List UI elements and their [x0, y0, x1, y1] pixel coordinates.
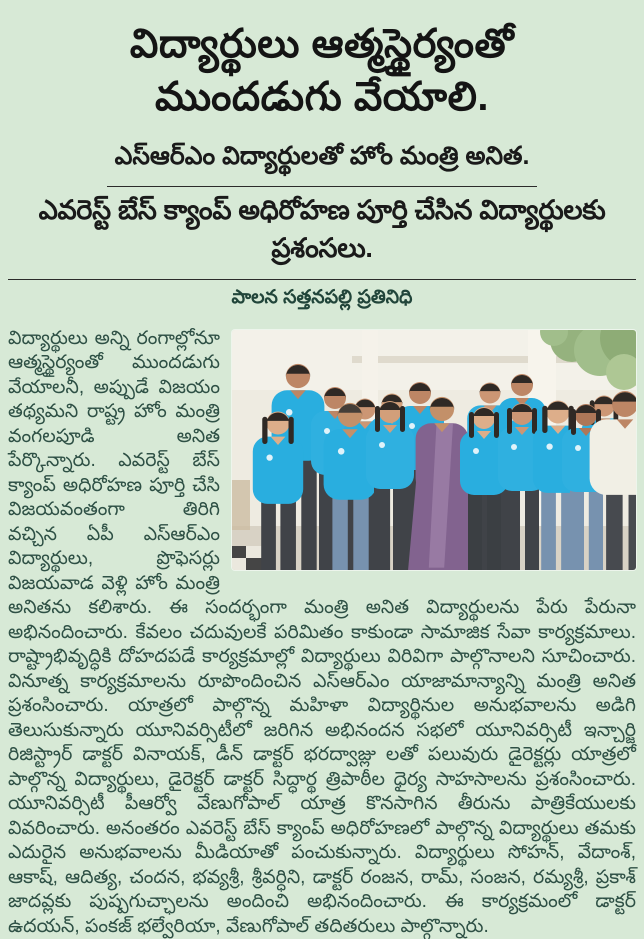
- photo-exposure-overlay: [232, 330, 636, 570]
- article-subheadline-1: ఎస్ఆర్ఎం విద్యార్థులతో హోం మంత్రి అనిత.: [114, 141, 530, 170]
- article-subheadline-2: ఎవరెస్ట్ బేస్ క్యాంప్ అధిరోహణ పూర్తి చేసిన విద్యార్థులకు ప్రశంసలు.: [38, 194, 606, 263]
- divider-rule-1: [107, 186, 537, 187]
- article-body: [8, 327, 636, 939]
- group-photo: [232, 330, 636, 570]
- article-headline: [8, 18, 636, 124]
- headline-line-2: ముందడుగు వేయాలి.: [154, 74, 490, 119]
- article-body-text: విద్యార్థులు అన్ని రంగాల్లోనూ ఆత్మస్థైర్యంతో ముందడుగు వేయాలనీ, అప్పుడే విజయం తథ్యమని రాష్ట్ర హోం మంత్రి వంగలపూడి అనిత పేర్కొన్నారు. ఎవరెస్ట్ బేస్ క్యాంప్ అధిరోహణ పూర్తి చేసి విజయవంతంగా తిరిగి వచ్చిన ఏపీ ఎస్ఆర్ఎం విద్యార్థులు, ప్రొఫెసర్లు విజయవాడ వెళ్లి హోం మంత్రి అనితను కలిశారు. ఈ సందర్భంగా మంత్రి అనిత విద్యార్థులను పేరు పేరునా అభినందించారు. కేవలం చదువులకే పరిమితం కాకుండా సామాజిక సేవా కార్యక్రమాలు. రాష్ట్రాభివృద్ధికి దోహదపడే కార్యక్రమాల్లో విద్యార్థులు విరివిగా పాల్గొనాలని సూచించారు. వినూత్న కార్యక్రమాలను రూపొందించిన ఎస్ఆర్ఎం యాజామాన్యాన్ని మంత్రి అనిత ప్రశంసించారు. యాత్రలో పాల్గొన్న మహిళా విద్యార్థినుల అనుభవాలను అడిగి తెలుసుకున్నారు యూనివర్సిటీలో జరిగిన అభినందన సభలో యూనివర్సిటీ ఇన్చార్జి రిజిస్ట్రార్ డాక్టర్ వినాయక్, డీన్ డాక్టర్ భరద్వాజ్లు లతో పలువురు డైరెక్టర్లు యాత్రలో పాల్గొన్న విద్యార్థులు, డైరెక్టర్ డాక్టర్ సిద్ధార్థ త్రిపాఠీల ధైర్య సాహసాలను ప్రశంసించారు. యూనివర్సిటీ పీఆర్వో వేణుగోపాల్ యాత్ర కొనసాగిన తీరును పాత్రికేయులకు వివరించారు. అనంతరం ఎవరెస్ట్ బేస్ క్యాంప్ అధిరోహణలో పాల్గొన్న విద్యార్థులు తమకు ఎదురైన అనుభవాలను మీడియాతో పంచుకున్నారు. విద్యార్థులు సోహన్, వేదాంశ్, ఆకాష్, ఆదిత్య, చందన, భవ్యశ్రీ, శ్రీవర్ధిని, డాక్టర్ రంజన, రామ్, సంజన, రమ్యశ్రీ, ప్రకాశ్ జాదవ్లకు పుష్పగుచ్ఛాలను అందించి అభినందించారు. ఈ కార్యక్రమంలో డాక్టర్ ఉదయన్, పంకజ్ భల్వేరియా, వేణుగోపాల్ తదితరులు పాల్గొన్నారు.: [8, 327, 636, 937]
- divider-rule-2: [8, 279, 636, 280]
- group-photo-svg: [232, 330, 636, 570]
- article-byline: పాలన సత్తనపల్లి ప్రతినిధి: [231, 286, 413, 308]
- headline-line-1: విద్యార్థులు ఆత్మస్థైర్యంతో: [129, 22, 515, 66]
